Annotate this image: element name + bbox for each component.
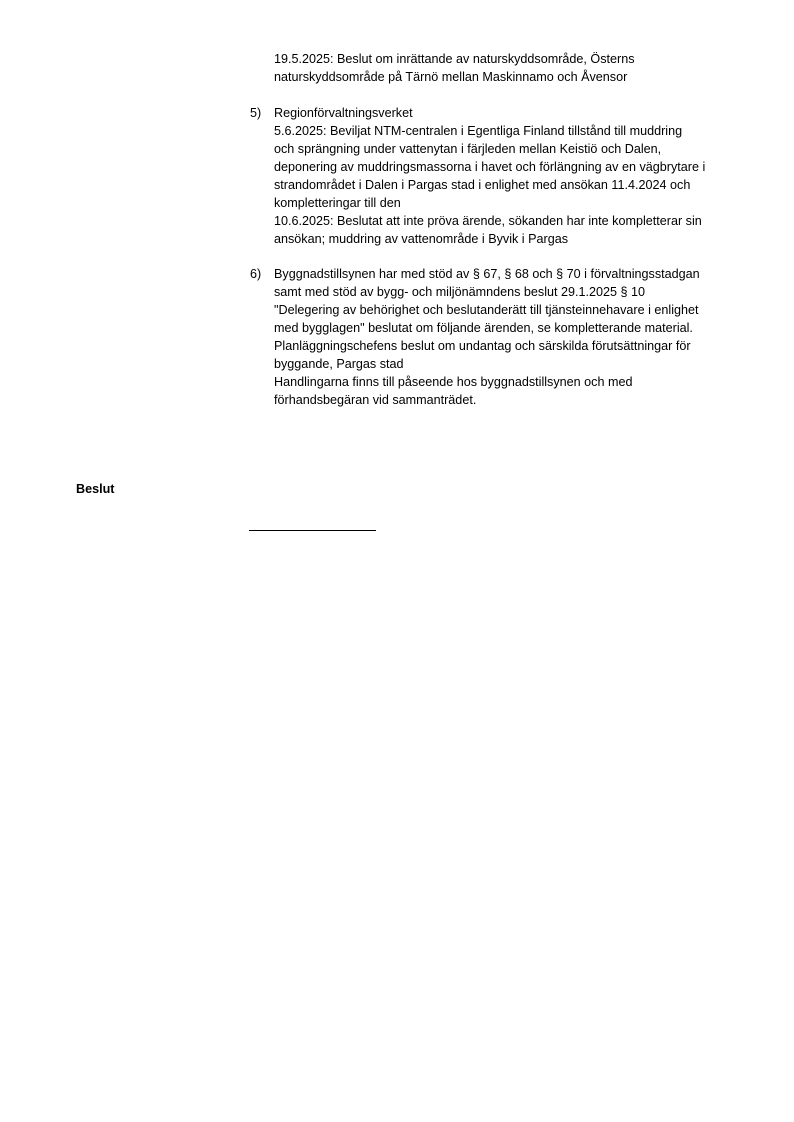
item-number: 6) (250, 267, 262, 281)
text-line: naturskyddsområde på Tärnö mellan Maskinnamo och Åvensor (274, 70, 628, 84)
text-line: samt med stöd av bygg- och miljönämndens beslut 29.1.2025 § 10 (274, 285, 646, 299)
text-line: deponering av muddringsmassorna i havet och förlängning av en vägbrytare i (274, 160, 706, 174)
text-line: Planläggningschefens beslut om undantag och särskilda förutsättningar för (274, 339, 691, 353)
text-line: 19.5.2025: Beslut om inrättande av naturskyddsområde, Österns (274, 52, 635, 66)
text-line: med bygglagen" beslutat om följande ärenden, se kompletterande material. (274, 321, 693, 335)
list-item-5 (250, 104, 750, 248)
text-line: Regionförvaltningsverket (274, 106, 413, 120)
text-line: 10.6.2025: Beslutat att inte pröva ärende, sökanden har inte kompletterar sin (274, 214, 702, 228)
signature-line (249, 530, 376, 531)
decision-heading: Beslut (76, 482, 115, 496)
text-line: 5.6.2025: Beviljat NTM-centralen i Egentliga Finland tillstånd till muddring (274, 124, 683, 138)
text-line: och sprängning under vattenytan i färjleden mellan Keistiö och Dalen, (274, 142, 662, 156)
item-number: 5) (250, 106, 262, 120)
text-line: Byggnadstillsynen har med stöd av § 67, § 68 och § 70 i förvaltningsstadgan (274, 267, 700, 281)
text-line: kompletteringar till den (274, 196, 401, 210)
list-item-6 (250, 265, 750, 409)
text-line: strandområdet i Dalen i Pargas stad i enlighet med ansökan 11.4.2024 och (274, 178, 691, 192)
text-line: byggande, Pargas stad (274, 357, 404, 371)
text-line: förhandsbegäran vid sammanträdet. (274, 393, 477, 407)
text-line: ansökan; muddring av vattenområde i Byvik i Pargas (274, 232, 569, 246)
continuation-text (274, 50, 754, 86)
text-line: "Delegering av behörighet och beslutanderätt till tjänsteinnehavare i enlighet (274, 303, 699, 317)
text-line: Handlingarna finns till påseende hos byggnadstillsynen och med (274, 375, 633, 389)
item-body (274, 104, 750, 248)
item-body (274, 265, 750, 409)
